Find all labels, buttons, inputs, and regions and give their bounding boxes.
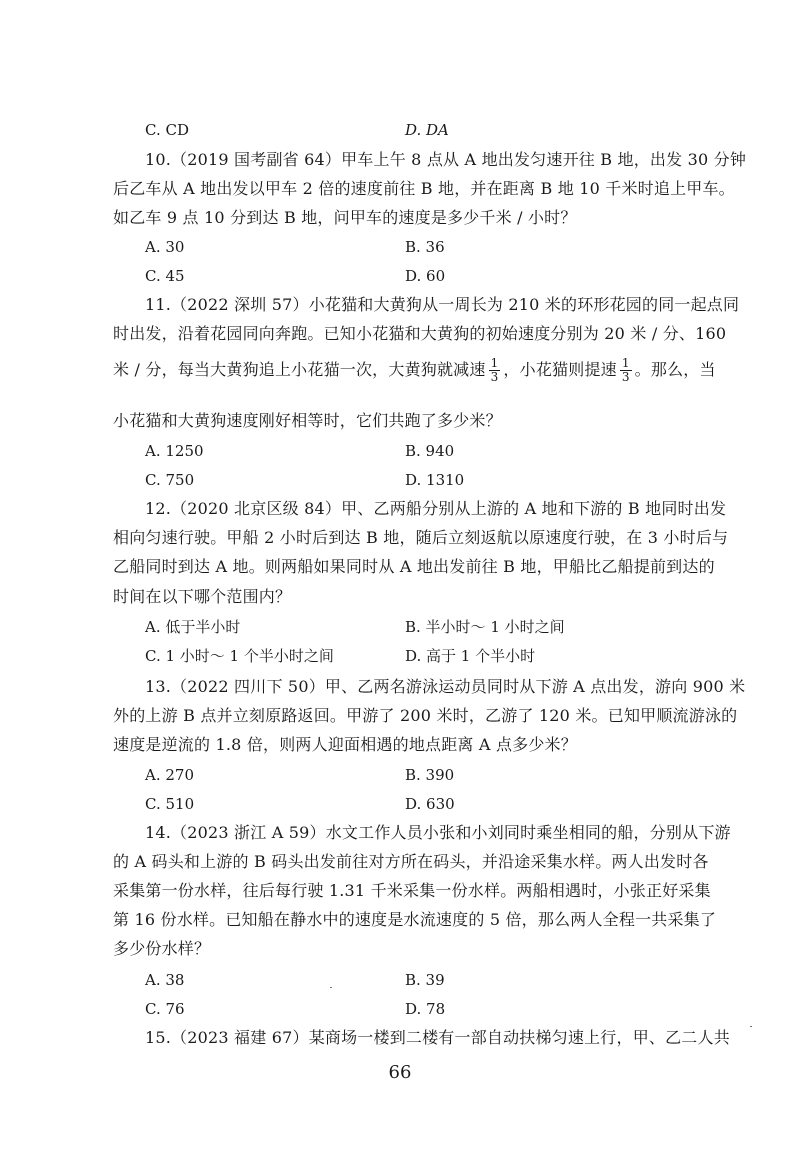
q14-line-4: 第 16 份水样。已知船在静水中的速度是水流速度的 5 倍，那么两人全程一共采集了 [113,910,717,929]
q12-line-4: 时间在以下哪个范围内？ [113,587,292,606]
q14-line-3: 采集第一份水样，往后每行驶 1.31 千米采集一份水样。两船相遇时，小张正好采集 [113,881,711,900]
q10-option-d: D. 60 [405,267,446,285]
scan-speck [750,1026,752,1027]
q10-option-b: B. 36 [405,238,445,256]
scan-speck [330,987,332,988]
page-number: 66 [388,1062,412,1083]
q12-option-c: C. 1 小时～ 1 个半小时之间 [145,647,334,665]
q11-line-4: 小花猫和大黄狗速度刚好相等时，它们共跑了多少米？ [113,411,502,430]
q11-option-d: D. 1310 [405,471,465,489]
q12-option-b: B. 半小时～ 1 小时之间 [405,618,565,636]
q9-option-c: C. CD [145,121,189,139]
q12-line-2: 相向匀速行驶。甲船 2 小时后到达 B 地，随后立刻返航以原速度行驶，在 3 小时后与 [113,528,729,547]
q10-line-2: 后乙车从 A 地出发以甲车 2 倍的速度前往 B 地，并在距离 B 地 10 千米时追上甲车。 [113,179,735,198]
q11-line-2: 时出发，沿着花园同向奔跑。已知小花猫和大黄狗的初始速度分别为 20 米 / 分、160 [113,324,727,343]
q13-line-3: 速度是逆流的 1.8 倍，则两人迎面相遇的地点距离 A 点多少米？ [113,735,577,754]
q11-option-b: B. 940 [405,442,455,460]
q11-line-3 [113,356,716,384]
q10-option-a: A. 30 [145,238,185,256]
q15-line-1: 15.（2023 福建 67）某商场一楼到二楼有一部自动扶梯匀速上行，甲、乙二人共 [145,1028,730,1047]
q11-option-c: C. 750 [145,471,195,489]
q13-line-1: 13.（2022 四川下 50）甲、乙两名游泳运动员同时从下游 A 点出发，游向 900 米 [145,677,746,696]
q10-line-3: 如乙车 9 点 10 分到达 B 地，问甲车的速度是多少千米 / 小时？ [113,208,577,227]
q14-line-5: 多少份水样？ [113,939,211,958]
q11-line-3-part-b: ，小花猫则提速 [503,360,617,379]
q14-line-1: 14.（2023 浙江 A 59）水文工作人员小张和小刘同时乘坐相同的船，分别从下游 [145,823,731,842]
q9-option-d: D. DA [405,121,449,139]
q14-option-d: D. 78 [405,1000,446,1018]
q14-option-c: C. 76 [145,1000,185,1018]
q12-line-1: 12.（2020 北京区级 84）甲、乙两船分别从上游的 A 地和下游的 B 地同时出发 [145,499,727,518]
q14-option-b: B. 39 [405,971,445,989]
q13-option-d: D. 630 [405,795,455,813]
q11-line-3-part-c: 。那么，当 [634,360,716,379]
q13-option-a: A. 270 [145,766,194,784]
fraction-one-third: $\frac{1}{3}$ [621,356,630,384]
q12-line-3: 乙船同时到达 A 地。则两船如果同时从 A 地出发前往 B 地，甲船比乙船提前到达的 [113,557,715,576]
q10-line-1: 10.（2019 国考副省 64）甲车上午 8 点从 A 地出发匀速开往 B 地，出发 30 分钟 [145,150,747,169]
q11-line-1: 11.（2022 深圳 57）小花猫和大黄狗从一周长为 210 米的环形花园的同一起点同 [145,295,740,314]
q10-option-c: C. 45 [145,267,185,285]
q13-option-b: B. 390 [405,766,455,784]
q12-option-a: A. 低于半小时 [145,618,241,636]
q11-line-3-part-a: 米 / 分，每当大黄狗追上小花猫一次，大黄狗就减速 [113,360,486,379]
q14-option-a: A. 38 [145,971,185,989]
q13-line-2: 外的上游 B 点并立刻原路返回。甲游了 200 米时，乙游了 120 米。已知甲顺流游泳的 [113,706,738,725]
q13-option-c: C. 510 [145,795,195,813]
q12-option-d: D. 高于 1 个半小时 [405,647,536,665]
fraction-one-third: $\frac{1}{3}$ [490,356,499,384]
q14-line-2: 的 A 码头和上游的 B 码头出发前往对方所在码头，并沿途采集水样。两人出发时各 [113,852,709,871]
q11-option-a: A. 1250 [145,442,204,460]
